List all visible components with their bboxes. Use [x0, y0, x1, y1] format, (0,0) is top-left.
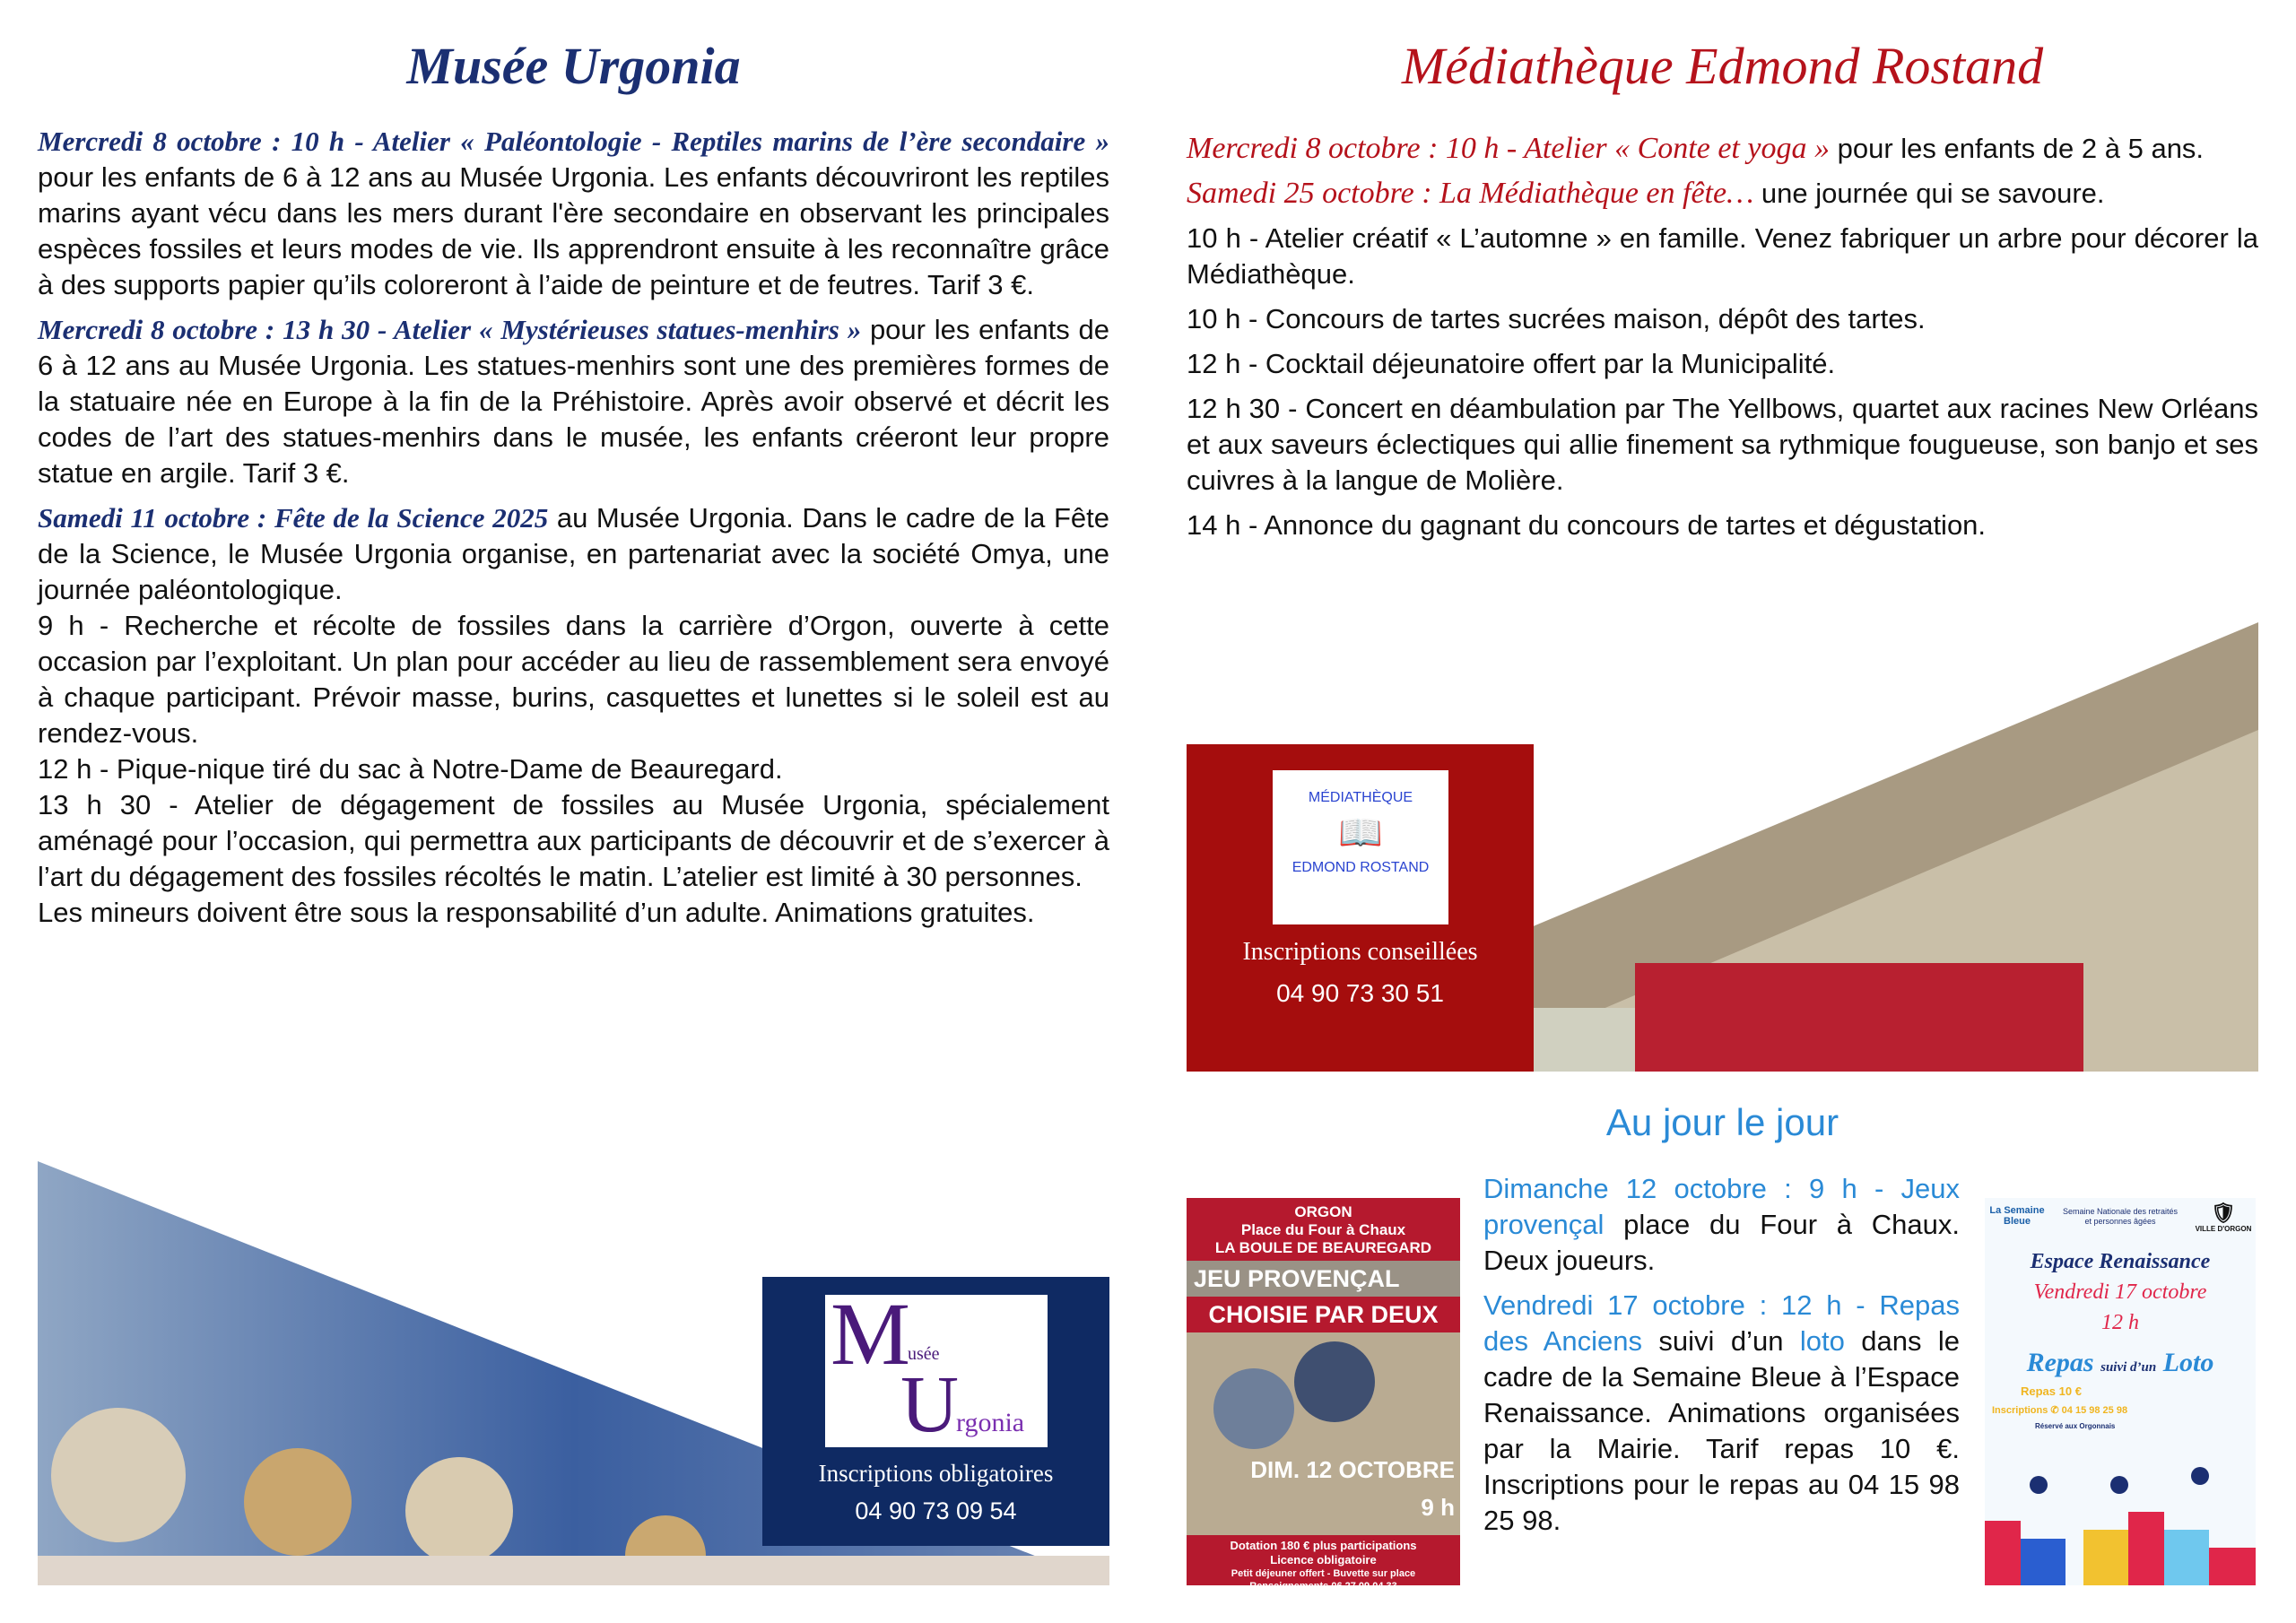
event-2 — [1187, 176, 2258, 212]
event-head: Mercredi 8 octobre : 13 h 30 - Atelier « Mystérieuses statues-menhirs » — [38, 314, 862, 345]
mediatheque-title: Médiathèque Edmond Rostand — [1401, 37, 2044, 95]
line: 12 h - Pique-nique tiré du sac à Notre-Dame de Beauregard. — [38, 753, 783, 785]
line: 9 h - Recherche et récolte de fossiles dans la carrière d’Orgon, ouverte à cette occasion par l’exploitant. Un plan pour accéder au lieu de rassemblement sera envoyé à chaque participant. Prévoir masse, burins, casquettes et lunettes si le soleil est au rendez-vous. — [38, 610, 1109, 749]
musee-phone: 04 90 73 09 54 — [855, 1497, 1017, 1524]
mediatheque-phone: 04 90 73 30 51 — [1276, 979, 1444, 1007]
event-body: au Musée Urgonia. Dans le cadre de la Fête de la Science, le Musée Urgonia organise, en partenariat avec la société Omya, une journée paléontologique. — [38, 502, 1109, 605]
event-1 — [1187, 131, 2258, 167]
au-jour-title: Au jour le jour — [1605, 1101, 1839, 1143]
line: Les mineurs doivent être sous la responsabilité d’un adulte. Animations gratuites. — [38, 897, 1035, 928]
mediatheque-text — [1187, 131, 2258, 552]
line: 13 h 30 - Atelier de dégagement de fossiles au Musée Urgonia, spécialement aménagé pour l’occasion, qui permettra aux participants de découvrir et de s’exercer à l’art du dégagement des fossiles récoltés le matin. L’atelier est limité à 30 personnes. — [38, 789, 1109, 892]
loto-poster: La Semaine Bleue Semaine Nationale des retraités et personnes âgées 🛡 VILLE D'ORGON Espace Renaissance Vendredi 17 octobre 12 h Repas suivi d’un Loto Repas 10 € Inscriptions ✆ 04 15 98 25 98 Réservé aux Orgonnais — [1985, 1198, 2256, 1585]
musee-inscriptions: Inscriptions obligatoires — [818, 1460, 1054, 1487]
line: 10 h - Concours de tartes sucrées maison, dépôt des tartes. — [1187, 303, 1926, 334]
mediatheque-logo-box — [1187, 744, 1534, 1072]
event-body: pour les enfants de 6 à 12 ans au Musée Urgonia. Les enfants découvriront les reptiles marins ayant vécu dans les mers durant l'ère secondaire en observant les principales espèces fossiles et leurs modes de vie. Ils apprendront ensuite à les reconnaître grâce à des supports papier qu’ils coloreront à l’aide de peinture et de feutres. Tarif 3 €. — [38, 161, 1109, 300]
jour-text — [1483, 1171, 1960, 1548]
event-2 — [38, 312, 1109, 491]
event-head: Samedi 25 octobre : La Médiathèque en fête… — [1187, 177, 1754, 210]
event-body: une journée qui se savoure. — [1753, 178, 2105, 209]
musee-text — [38, 124, 1109, 931]
event-body: pour les enfants de 2 à 5 ans. — [1829, 133, 2205, 164]
line: 12 h - Cocktail déjeunatoire offert par la Municipalité. — [1187, 348, 1836, 379]
mediatheque-inscriptions: Inscriptions conseillées — [1242, 938, 1478, 966]
mediatheque-logo: MÉDIATHÈQUE 📖 EDMOND ROSTAND — [1273, 770, 1448, 924]
line: 12 h 30 - Concert en déambulation par The Yellbows, quartet aux racines New Orléans et aux saveurs éclectiques qui allie finement sa rythmique fougueuse, son banjo et ses cuivres à la langue de Molière. — [1187, 393, 2258, 496]
petanque-photo: DIM. 12 OCTOBRE 9 h — [1187, 1332, 1460, 1535]
line: 10 h - Atelier créatif « L’automne » en famille. Venez fabriquer un arbre pour décorer la Médiathèque. — [1187, 222, 2258, 290]
line: 14 h - Annonce du gagnant du concours de tartes et dégustation. — [1187, 509, 1987, 541]
event-head: Samedi 11 octobre : Fête de la Science 2025 — [38, 502, 549, 534]
boules-poster: ORGON Place du Four à Chaux LA BOULE DE BEAUREGARD JEU PROVENÇAL CHOISIE PAR DEUX DIM. 12 OCTOBRE 9 h Dotation 180 € plus participations Licence obligatoire Petit déjeuner offert - Buvette sur place Renseignements 06 27 09 04 33 — [1187, 1198, 1460, 1585]
jour-event-2: Vendredi 17 octobre : 12 h - Repas des Anciens suivi d’un loto dans le cadre de la Semaine Bleue à l’Espace Renaissance. Animations organisées par la Mairie. Tarif repas 10 €. Inscriptions pour le repas au 04 15 98 25 98. — [1483, 1289, 1961, 1536]
semaine-nationale-text: Semaine Nationale des retraités et personnes âgées — [2062, 1207, 2179, 1226]
event-1 — [38, 124, 1109, 303]
jour-event-1: Dimanche 12 octobre : 9 h - Jeux provençal place du Four à Chaux. Deux joueurs. — [1483, 1173, 1960, 1276]
orgon-crest: 🛡 VILLE D'ORGON — [2195, 1202, 2252, 1233]
musee-title: Musée Urgonia — [406, 37, 741, 95]
event-head: Mercredi 8 octobre : 10 h - Atelier « Paléontologie - Reptiles marins de l’ère secondaire » — [38, 126, 1109, 157]
semaine-bleue-logo: La Semaine Bleue — [1989, 1205, 2045, 1227]
musee-urgonia-logo: M usée U rgonia — [825, 1295, 1048, 1447]
event-body: pour les enfants de 6 à 12 ans au Musée Urgonia. Les statues-menhirs sont une des premières formes de la statuaire née en Europe à la fin de la Préhistoire. Après avoir observé et décrit les codes de l’art des statues-menhirs dans le musée, les enfants créeront leur propre statue en argile. Tarif 3 €. — [38, 314, 1109, 489]
event-head: Mercredi 8 octobre : 10 h - Atelier « Conte et yoga » — [1187, 132, 1830, 165]
book-icon: 📖 — [1338, 813, 1383, 853]
event-3 — [38, 500, 1109, 608]
musee-logo-box — [762, 1277, 1109, 1546]
puzzle-illustration — [1985, 1458, 2256, 1585]
